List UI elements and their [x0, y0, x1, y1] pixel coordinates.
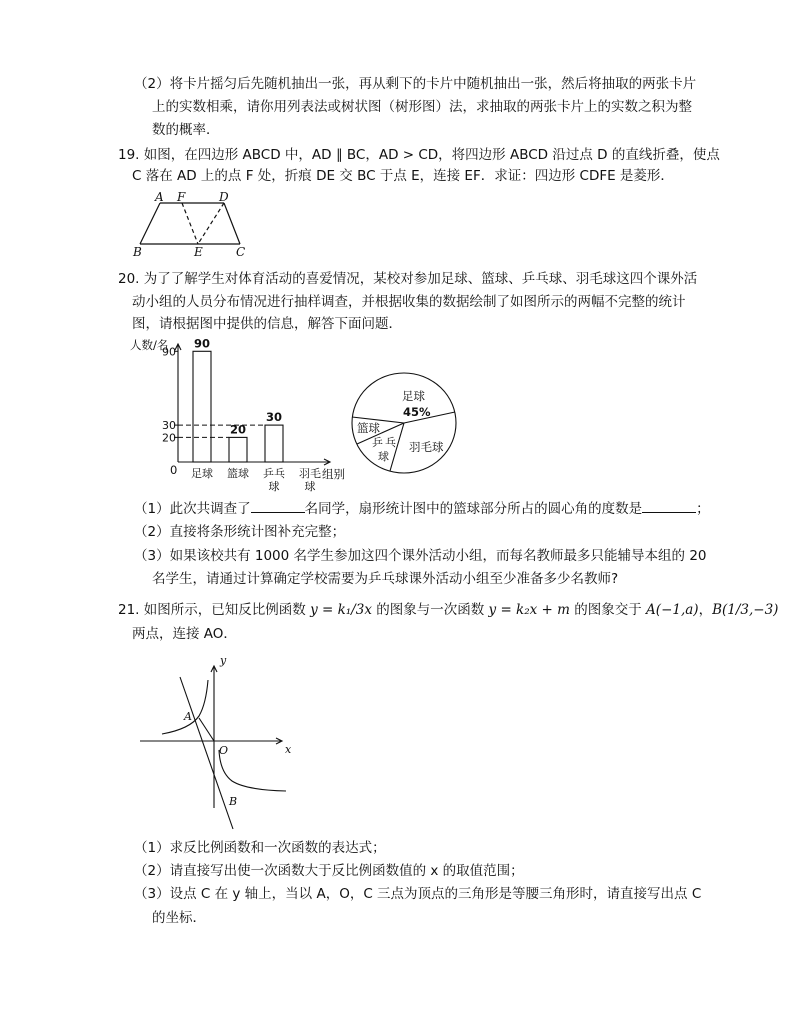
x-axis-label: 组别: [322, 467, 345, 481]
category-label: 足球: [191, 467, 213, 480]
hyperbola-right-branch: [219, 750, 286, 791]
label-D: D: [219, 190, 229, 204]
q21-part2: （2）请直接写出使一次函数大于反比例函数值的 x 的取值范围；: [134, 863, 524, 879]
hyperbola-left-branch: [162, 680, 208, 734]
category-label: 篮球: [227, 467, 249, 480]
pie-label-pingpong-1: 乒: [372, 436, 383, 449]
label-B: B: [133, 245, 142, 259]
label-origin: O: [219, 744, 229, 757]
q20-line2: 动小组的人员分布情况进行抽样调查，并根据收集的数据绘制了如图所示的两幅不完整的统计: [132, 294, 686, 310]
category-label: 球: [268, 480, 280, 493]
q18-part2-line1: （2）将卡片摇匀后先随机抽出一张，再从剩下的卡片中随机抽出一张，然后将抽取的两张卡片: [134, 76, 697, 92]
category-label: 球: [304, 480, 316, 493]
axis-label-x: x: [285, 743, 292, 756]
q20-part1-text-b: 名同学，扇形统计图中的篮球部分所占的圆心角的度数是: [304, 501, 643, 517]
bar-value-label: 20: [230, 422, 247, 437]
pie-label-pingpong-2: 乓: [385, 436, 396, 449]
pie-label-badminton: 羽毛球: [409, 440, 444, 454]
q20-part3-line2: 名学生，请通过计算确定学校需要为乒乓球课外活动小组至少准备多少名教师?: [152, 571, 619, 587]
y-tick-label: 30: [162, 419, 176, 433]
label-E: E: [194, 245, 203, 259]
q21-text-c: 的图象交于: [574, 602, 642, 618]
q21-part3-line1: （3）设点 C 在 y 轴上，当以 A，O，C 三点为顶点的三角形是等腰三角形时，请直接写出点 C: [134, 886, 702, 902]
q20-part3-line1: （3）如果该校共有 1000 名学生参加这四个课外活动小组，而每名教师最多只能辅导本组的 20: [134, 548, 707, 564]
label-A: A: [184, 710, 192, 723]
label-C: C: [236, 245, 246, 259]
bar-value-label: 30: [266, 410, 283, 425]
q20-line3: 图，请根据图中提供的信息，解答下面问题．: [132, 316, 402, 332]
label-F: F: [177, 190, 186, 204]
point-B: B(1/3,−3): [712, 602, 779, 618]
category-label: 羽毛: [299, 467, 321, 480]
axis-label-y: y: [220, 654, 227, 667]
pie-label-football: 足球: [402, 389, 425, 403]
label-B: B: [229, 795, 238, 808]
q21-part1: （1）求反比例函数和一次函数的表达式；: [134, 840, 386, 856]
pie-label-football-pct: 45%: [403, 405, 431, 419]
origin-label: 0: [170, 463, 178, 477]
y-tick-label: 90: [162, 345, 176, 359]
label-A: A: [155, 190, 164, 204]
pie-label-pingpong-3: 球: [378, 450, 389, 463]
q21-line2: 两点，连接 AO．: [132, 626, 237, 642]
func-inverse: y = k₁/3x: [310, 602, 372, 618]
q18-part2-line2: 上的实数相乘，请你用列表法或树状图（树形图）法，求抽取的两张卡片上的实数之积为整: [152, 99, 692, 115]
q20-line1: 20. 为了了解学生对体育活动的喜爱情况，某校对参加足球、篮球、乒乓球、羽毛球这四个课外活: [118, 271, 698, 287]
q21-part3-line2: 的坐标．: [152, 910, 206, 926]
q19-line2: C 落在 AD 上的点 F 处，折痕 DE 交 BC 于点 E，连接 EF．求证：四边形 CDFE 是菱形．: [132, 168, 674, 184]
q21-text-a: 21. 如图所示，已知反比例函数: [118, 602, 306, 618]
point-A: A(−1,a): [646, 602, 699, 618]
y-axis-label: 人数/名: [130, 338, 169, 352]
q21-text-b: 的图象与一次函数: [376, 602, 485, 618]
q20-part1-text-a: （1）此次共调查了: [134, 501, 251, 517]
q21-line1: 21. 如图所示，已知反比例函数 y = k₁/3x 的图象与一次函数 y = k₂x + m 的图象交于 A(−1,a)，B(1/3,−3): [118, 602, 779, 618]
func-linear: y = k₂x + m: [488, 602, 570, 618]
q20-part1-text-c: ；: [696, 501, 710, 517]
category-label: 乒乓: [263, 467, 285, 480]
q20-part2: （2）直接将条形统计图补充完整；: [134, 524, 346, 540]
y-tick-label: 20: [162, 431, 176, 445]
pie-label-basketball: 篮球: [357, 421, 380, 435]
q19-line1: 19. 如图，在四边形 ABCD 中，AD ∥ BC，AD > CD，将四边形 ABCD 沿过点 D 的直线折叠，使点: [118, 147, 720, 163]
q18-part2-line3: 数的概率．: [152, 122, 220, 138]
bar-value-label: 90: [194, 336, 211, 351]
